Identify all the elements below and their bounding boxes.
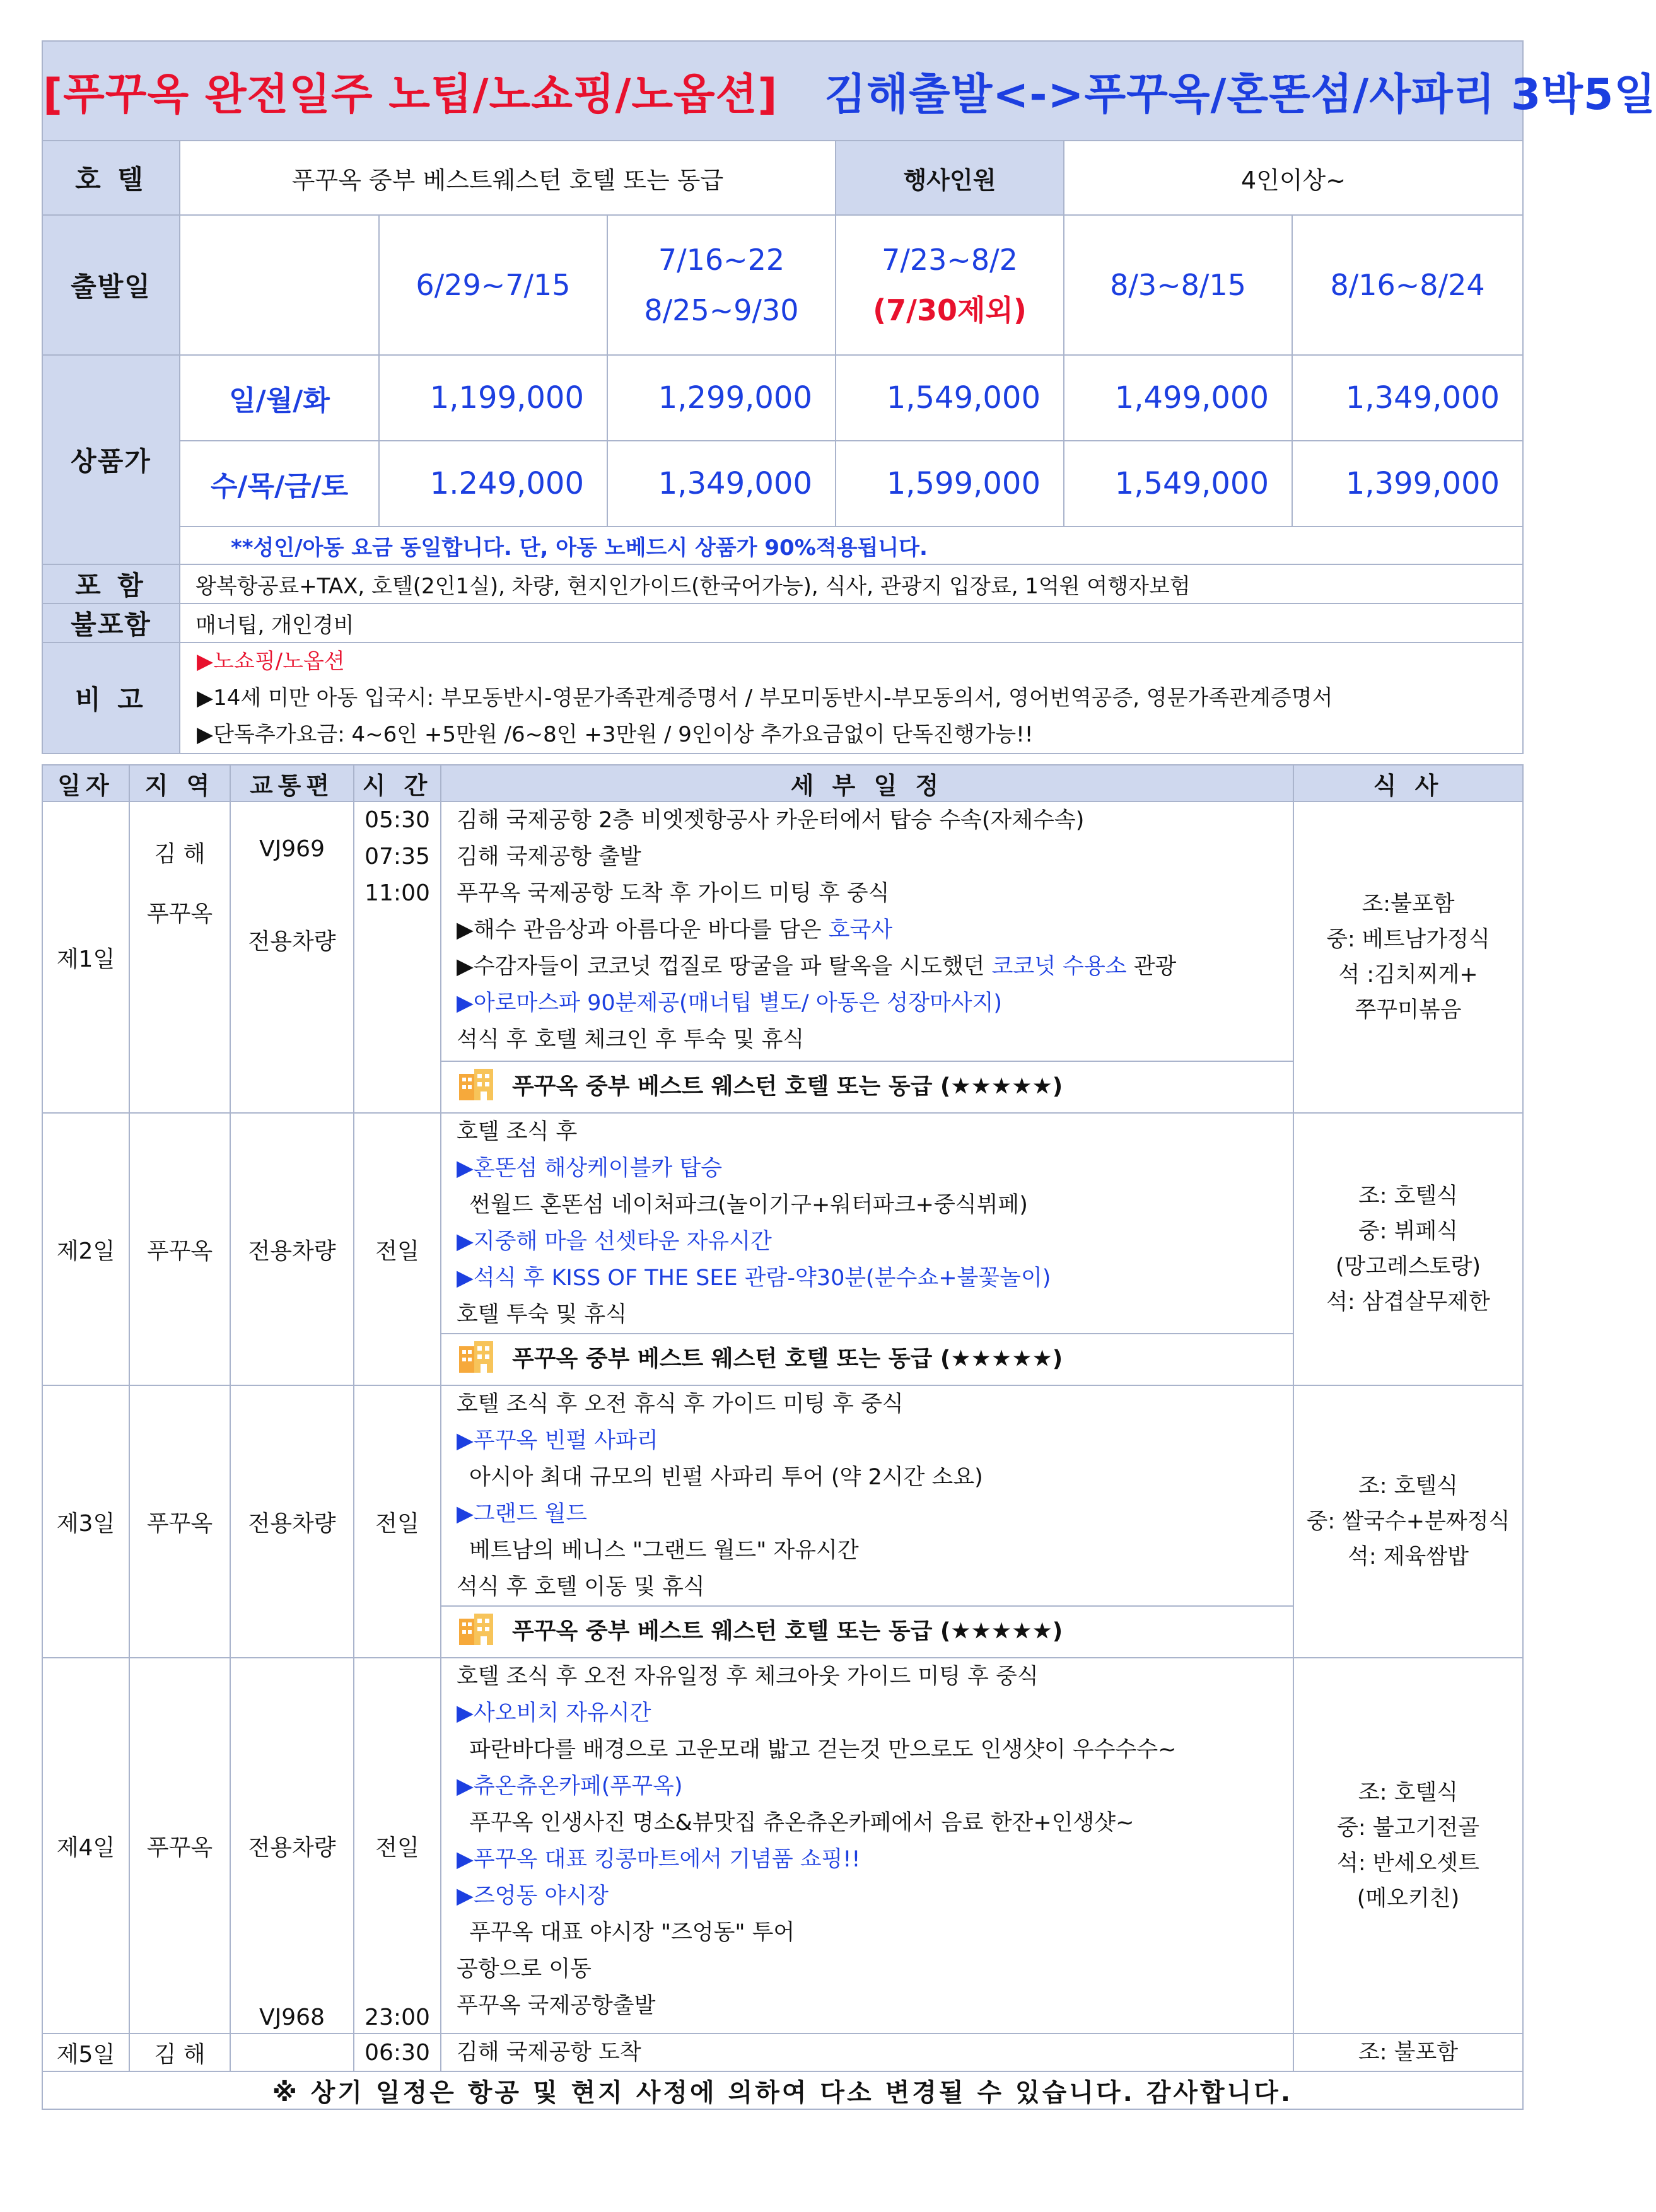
day5-region: 김 해 <box>129 2034 230 2071</box>
day3-hotel <box>441 1606 1293 1658</box>
hotel-label: 호 텔 <box>42 141 180 215</box>
departure-label: 출발일 <box>42 215 180 355</box>
day3-region: 푸꾸옥 <box>129 1385 230 1658</box>
day1-line6: ▶아로마스파 90분제공(매너팁 별도/ 아동은 성장마사지) <box>457 991 1003 1016</box>
day3-label: 제3일 <box>42 1385 129 1658</box>
price-row-1-days: 일/월/화 <box>180 355 379 441</box>
footer-notice: ※ 상기 일정은 항공 및 현지 사정에 의하여 다소 변경될 수 있습니다. 감사합니다. <box>42 2071 1523 2109</box>
day1-meal1: 조:불포함 <box>1362 892 1455 917</box>
day3-meals <box>1293 1385 1523 1658</box>
day5-line: 김해 국제공항 도착 <box>441 2034 1293 2071</box>
day5-meal: 조: 불포함 <box>1293 2034 1523 2071</box>
date-3-line2: (7/30제외) <box>873 293 1027 327</box>
day4-car: 전용차량 <box>248 1834 336 1861</box>
day4-flight: VJ968 <box>259 2005 325 2030</box>
price-1-5: 1,349,000 <box>1292 355 1523 441</box>
day1-line5-highlight: 코코넛 수용소 <box>991 954 1127 979</box>
title-part2: 김해출발<->푸꾸옥/혼똔섬/사파리 3박5일 <box>824 69 1656 120</box>
price-label: 상품가 <box>42 355 180 564</box>
price-1-4: 1,499,000 <box>1064 355 1292 441</box>
price-2-2: 1,349,000 <box>607 441 836 527</box>
exclude-value: 매너팁, 개인경비 <box>180 603 1523 643</box>
day2-transport: 전용차량 <box>230 1113 354 1385</box>
day3-time: 전일 <box>354 1385 441 1658</box>
date-col-1 <box>379 215 607 355</box>
day2-line2: ▶혼똔섬 해상케이블카 탑승 <box>457 1156 723 1181</box>
day3-line5: 베트남의 베니스 "그랜드 월드" 자유시간 <box>469 1538 859 1563</box>
day1-line5-text: ▶수감자들이 코코넛 껍질로 땅굴을 파 탈옥을 시도했던 <box>457 954 992 979</box>
day1-line3: 푸꾸옥 국제공항 도착 후 가이드 미팅 후 중식 <box>457 881 890 906</box>
day5-transport <box>230 2034 354 2071</box>
page-title <box>42 41 1656 141</box>
day3-itinerary <box>441 1385 1293 1606</box>
day2-itinerary <box>441 1113 1293 1334</box>
day1-label: 제1일 <box>42 801 129 1113</box>
hotel-building-icon <box>457 1340 496 1380</box>
day4-label: 제4일 <box>42 1658 129 2034</box>
day1-itinerary <box>441 801 1293 1061</box>
day4-line7: ▶즈엉동 야시장 <box>457 1883 609 1909</box>
day1-line5 <box>441 948 1293 985</box>
day3-transport: 전용차량 <box>230 1385 354 1658</box>
day4-line5: 푸꾸옥 인생사진 명소&뷰맛집 츄온츄온카페에서 음료 한잔+인생샷~ <box>469 1810 1134 1836</box>
group-label: 행사인원 <box>836 141 1064 215</box>
day2-line5: ▶석식 후 KISS OF THE SEE 관람-약30분(분수쇼+불꽃놀이) <box>457 1266 1051 1291</box>
day2-hotel <box>441 1334 1293 1385</box>
day2-region: 푸꾸옥 <box>129 1113 230 1385</box>
day2-line3: 썬월드 혼똔섬 네이처파크(놀이기구+워터파크+중식뷔페) <box>469 1192 1028 1218</box>
date-col-4 <box>1064 215 1292 355</box>
day2-meals <box>1293 1113 1523 1385</box>
day4-line8: 푸꾸옥 대표 야시장 "즈엉동" 투어 <box>469 1920 795 1945</box>
price-2-3: 1,599,000 <box>836 441 1064 527</box>
day3-meal1: 조: 호텔식 <box>1358 1474 1459 1499</box>
date-5-line1: 8/16~8/24 <box>1330 268 1485 302</box>
exclude-label: 불포함 <box>42 603 180 643</box>
day1-line4-text: ▶해수 관음상과 아름다운 바다를 담은 <box>457 917 829 943</box>
price-2-4: 1,549,000 <box>1064 441 1292 527</box>
hotel-value: 푸꾸옥 중부 베스트웨스턴 호텔 또는 동급 <box>180 141 836 215</box>
date-2-line2: 8/25~9/30 <box>644 293 799 327</box>
day5-time: 06:30 <box>354 2034 441 2071</box>
day2-time: 전일 <box>354 1113 441 1385</box>
day1-line2: 김해 국제공항 출발 <box>457 844 641 870</box>
price-2-5: 1,399,000 <box>1292 441 1523 527</box>
day2-label: 제2일 <box>42 1113 129 1385</box>
day1-region <box>129 801 230 1113</box>
day4-line6: ▶푸꾸옥 대표 킹콩마트에서 기념품 쇼핑!! <box>457 1847 861 1872</box>
group-value: 4인이상~ <box>1064 141 1523 215</box>
price-1-2: 1,299,000 <box>607 355 836 441</box>
day1-line4-highlight: 호국사 <box>828 917 893 943</box>
day1-car: 전용차량 <box>248 929 336 955</box>
include-label: 포 함 <box>42 564 180 603</box>
date-col-3 <box>836 215 1064 355</box>
remarks <box>180 643 1523 754</box>
day2-meal1: 조: 호텔식 <box>1358 1184 1459 1209</box>
col-header-region: 지 역 <box>129 765 230 801</box>
price-note: **성인/아동 요금 동일합니다. 단, 아동 노베드시 상품가 90%적용됩니다. <box>180 527 1523 564</box>
date-1-line1: 6/29~7/15 <box>416 268 571 302</box>
day1-hotel-text: 푸꾸옥 중부 베스트 웨스턴 호텔 또는 동급 (★★★★★) <box>512 1073 1063 1099</box>
day4-meal2: 중: 불고기전골 <box>1337 1815 1479 1841</box>
price-1-3: 1,549,000 <box>836 355 1064 441</box>
price-row-2-days: 수/목/금/토 <box>180 441 379 527</box>
day4-line2: ▶사오비치 자유시간 <box>457 1701 651 1726</box>
schedule-table <box>42 764 1524 2110</box>
day4-line9: 공항으로 이동 <box>457 1957 592 1982</box>
day1-line7: 석식 후 호텔 체크인 후 투숙 및 휴식 <box>457 1027 805 1052</box>
day2-hotel-text: 푸꾸옥 중부 베스트 웨스턴 호텔 또는 동급 (★★★★★) <box>512 1346 1063 1371</box>
day4-transport <box>230 1658 354 2034</box>
day4-meals <box>1293 1658 1523 2034</box>
day1-region2: 푸꾸옥 <box>146 901 213 927</box>
day1-meals <box>1293 801 1523 1113</box>
day2-meal3: (망고레스토랑) <box>1335 1254 1481 1279</box>
day4-meal3: 석: 반세오셋트 <box>1337 1851 1479 1876</box>
day4-meal4: (메오키친) <box>1356 1886 1460 1911</box>
date-col-2 <box>607 215 836 355</box>
day1-flight: VJ969 <box>259 836 325 862</box>
day3-hotel-text: 푸꾸옥 중부 베스트 웨스턴 호텔 또는 동급 (★★★★★) <box>512 1618 1063 1644</box>
col-header-transport: 교통편 <box>230 765 354 801</box>
day1-meal3: 석 :김치찌게+ <box>1338 962 1478 987</box>
day1-transport <box>230 801 354 1113</box>
hotel-building-icon <box>457 1068 496 1107</box>
day1-meal4: 쭈꾸미볶음 <box>1355 998 1462 1023</box>
day1-line4 <box>441 912 1293 948</box>
day1-time3: 11:00 <box>364 880 430 906</box>
day3-line3: 아시아 최대 규모의 빈펄 사파리 투어 (약 2시간 소요) <box>469 1465 983 1490</box>
col-header-itinerary: 세 부 일 정 <box>441 765 1293 801</box>
day3-line1: 호텔 조식 후 오전 휴식 후 가이드 미팅 후 중식 <box>457 1392 904 1417</box>
day5-label: 제5일 <box>42 2034 129 2071</box>
day4-time-depart: 23:00 <box>364 2005 430 2030</box>
day2-meal2: 중: 뷔페식 <box>1358 1219 1459 1244</box>
date-2-line1: 7/16~22 <box>658 243 785 277</box>
day3-line6: 석식 후 호텔 이동 및 휴식 <box>457 1575 705 1600</box>
day2-line6: 호텔 투숙 및 휴식 <box>457 1302 627 1327</box>
col-header-day: 일자 <box>42 765 129 801</box>
day1-times <box>354 801 441 1113</box>
price-1-1: 1,199,000 <box>379 355 607 441</box>
departure-blank <box>180 215 379 355</box>
day2-line4: ▶지중해 마을 선셋타운 자유시간 <box>457 1229 772 1254</box>
day4-time-allday: 전일 <box>375 1834 419 1861</box>
remark-2: ▶14세 미만 아동 입국시: 부모동반시-영문가족관계증명서 / 부모미동반시-부모동의서, 영어번역공증, 영문가족관계증명서 <box>197 685 1333 711</box>
day3-line4: ▶그랜드 월드 <box>457 1501 588 1527</box>
hotel-building-icon <box>457 1612 496 1652</box>
remark-3: ▶단독추가요금: 4~6인 +5만원 /6~8인 +3만원 / 9인이상 추가요금없이 단독진행가능!! <box>197 722 1034 747</box>
day2-meal4: 석: 삼겹살무제한 <box>1326 1289 1490 1315</box>
day4-itinerary <box>441 1658 1293 2034</box>
date-3-line1: 7/23~8/2 <box>882 243 1018 277</box>
remark-1: ▶노쇼핑/노옵션 <box>197 649 345 674</box>
title-part1: [푸꾸옥 완전일주 노팁/노쇼핑/노옵션] <box>43 69 778 120</box>
day4-line1: 호텔 조식 후 오전 자유일정 후 체크아웃 가이드 미팅 후 중식 <box>457 1664 1039 1689</box>
price-2-1: 1.249,000 <box>379 441 607 527</box>
product-info-table <box>42 40 1656 754</box>
day1-line5-post: 관광 <box>1126 954 1177 979</box>
day3-line2: ▶푸꾸옥 빈펄 사파리 <box>457 1428 658 1453</box>
day4-region: 푸꾸옥 <box>129 1658 230 2034</box>
day1-meal2: 중: 베트남가정식 <box>1326 927 1490 952</box>
day4-time <box>354 1658 441 2034</box>
col-header-meal: 식 사 <box>1293 765 1523 801</box>
col-header-time: 시 간 <box>354 765 441 801</box>
remark-label: 비 고 <box>42 643 180 754</box>
day1-region1: 김 해 <box>154 841 206 867</box>
day4-line3: 파란바다를 배경으로 고운모래 밟고 걷는것 만으로도 인생샷이 우수수수~ <box>469 1737 1177 1762</box>
day1-time1: 05:30 <box>364 807 430 833</box>
day3-meal2: 중: 쌀국수+분짜정식 <box>1306 1509 1510 1534</box>
day1-time2: 07:35 <box>364 844 430 870</box>
date-col-5 <box>1292 215 1523 355</box>
day3-meal3: 석: 제육쌈밥 <box>1348 1544 1469 1569</box>
day1-line1: 김해 국제공항 2층 비엣젯항공사 카운터에서 탑승 수속(자체수속) <box>457 808 1085 833</box>
include-value: 왕복항공료+TAX, 호텔(2인1실), 차량, 현지인가이드(한국어가능), 식사, 관광지 입장료, 1억원 여행자보험 <box>180 564 1523 603</box>
date-4-line1: 8/3~8/15 <box>1110 268 1246 302</box>
day4-line4: ▶츄온츄온카페(푸꾸옥) <box>457 1774 683 1799</box>
day2-line1: 호텔 조식 후 <box>457 1119 578 1144</box>
day4-meal1: 조: 호텔식 <box>1358 1780 1459 1805</box>
day1-hotel <box>441 1061 1293 1113</box>
day4-line10: 푸꾸옥 국제공항출발 <box>457 1993 656 2018</box>
